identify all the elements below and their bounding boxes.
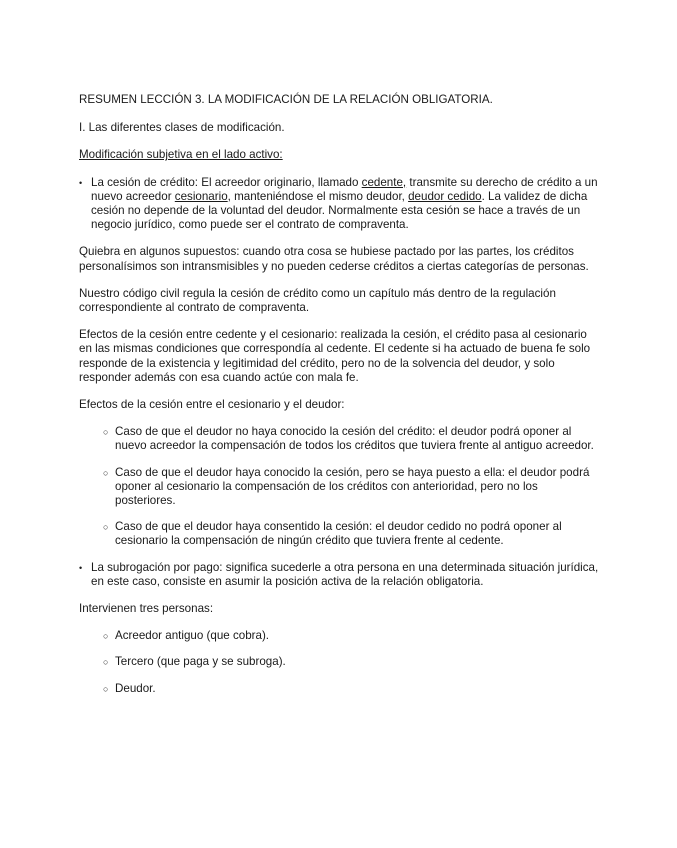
section-heading: I. Las diferentes clases de modificación. [79,121,285,135]
bullet-cesion-credito [79,176,599,233]
term-cedente: cedente, [361,175,407,189]
sub-item-text: Caso de que el deudor haya consentido la cesión: el deudor cedido no podrá oponer al cesionario la compensación de ningún crédito que tuviera frente al cedente. [115,520,562,548]
bullet1-text-2: transmite su derecho de crédito a un nuevo acreedor [91,175,598,203]
sub-item-text: Caso de que el deudor haya conocido la cesión, pero se haya puesto a ella: el deudor podrá oponer al cesionario la compensación de los créditos con anterioridad, pero no los posteriores. [115,465,590,508]
sub-marker: ○ [103,631,109,642]
paragraph-intervienen: Intervienen tres personas: [79,602,214,616]
paragraph-quiebra: Quiebra en algunos supuestos: cuando otra cosa se hubiese pactado por las partes, los créditos personalísimos son intransmisibles y no pueden cederse créditos a ciertas categorías de personas. [79,245,589,273]
person-text: Deudor. [115,681,156,695]
sub-marker: ○ [103,683,109,694]
term-deudor-cedido: deudor cedido [408,189,482,203]
person-item [103,629,599,643]
bullet-subrogacion [79,561,599,589]
person-text: Tercero (que paga y se subroga). [115,655,286,669]
bullet1-text-1: La cesión de crédito: El acreedor originario, llamado [91,175,362,189]
sub-item-text: Caso de que el deudor no haya conocido la cesión del crédito: el deudor podrá oponer al nuevo acreedor la compensación de todos los créditos que tuviera frente al antiguo acreedor. [115,425,594,453]
bullet2-text: La subrogación por pago: significa sucederle a otra persona en una determinada situación jurídica, en este caso, consiste en asumir la posición activa de la relación obligatoria. [91,560,599,588]
bullet-marker: • [79,177,83,188]
sub-item [103,466,599,509]
paragraph-efectos-cedente: Efectos de la cesión entre cedente y el cesionario: realizada la cesión, el crédito pasa al cesionario en las mismas condiciones que correspondía al cedente. El cedente si ha actuado de buena fe solo responde de la existencia y legitimidad del crédito, pero no de la solvencia del deudor, y solo responder además con esa cuando actúe con mala fe. [79,328,591,384]
sub-marker: ○ [103,467,109,478]
term-cesionario: cesionario [174,189,228,203]
sub-marker: ○ [103,522,109,533]
bullet-marker: • [79,562,83,573]
sub-item [103,520,599,548]
sub-marker: ○ [103,657,109,668]
paragraph-efectos-deudor: Efectos de la cesión entre el cesionario y el deudor: [79,398,345,412]
person-item [103,682,599,696]
person-item [103,655,599,669]
bullet1-text-4: . La validez de dicha cesión no depende de la voluntad del deudor. Normalmente esta cesión se hace a través de un negocio jurídico, como puede ser el contrato de compraventa. [91,189,588,232]
sub-item [103,425,599,453]
subheading [79,148,599,162]
bullet1-text-3: , manteniéndose el mismo deudor, [227,189,409,203]
document-page [79,93,599,708]
sub-marker: ○ [103,427,109,438]
subheading-text: Modificación subjetiva en el lado activo: [79,148,283,162]
paragraph-codigo-civil: Nuestro código civil regula la cesión de crédito como un capítulo más dentro de la regulación correspondiente al contrato de compraventa. [79,286,556,315]
document-title: RESUMEN LECCIÓN 3. LA MODIFICACIÓN DE LA RELACIÓN OBLIGATORIA. [79,93,493,106]
person-text: Acreedor antiguo (que cobra). [115,629,270,643]
